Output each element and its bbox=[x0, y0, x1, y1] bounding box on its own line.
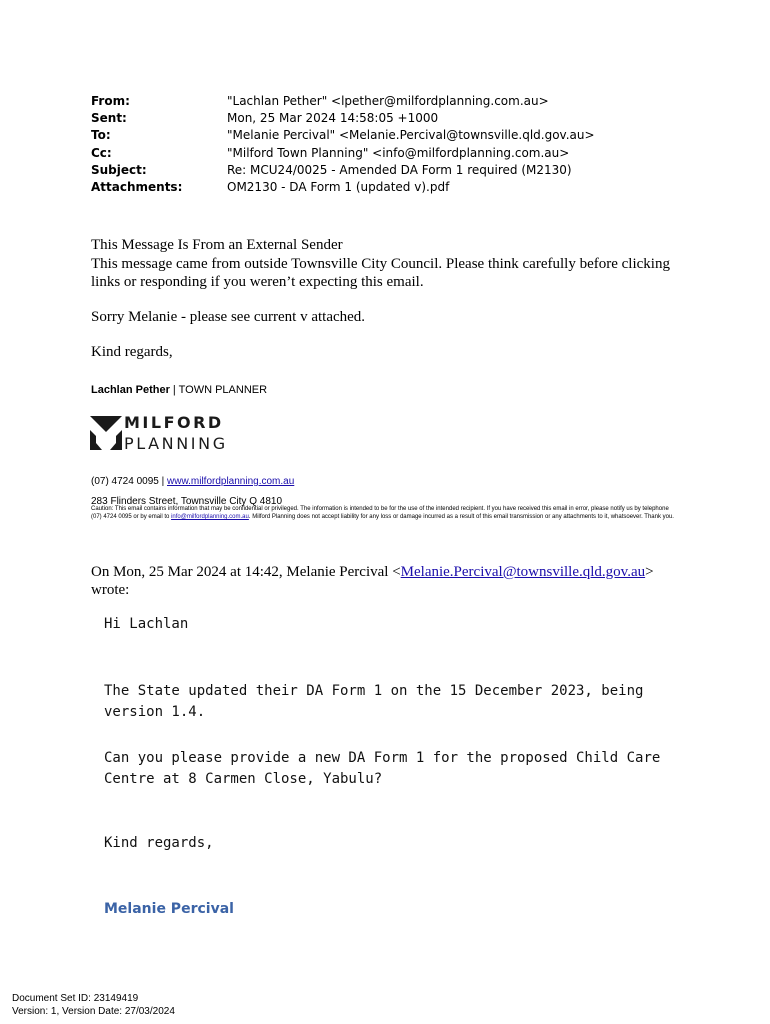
caution-email-link[interactable]: info@milfordplanning.com.au bbox=[171, 514, 249, 520]
header-label: To: bbox=[91, 128, 111, 143]
external-notice-title: This Message Is From an External Sender bbox=[91, 237, 343, 253]
reply-closing: Kind regards, bbox=[91, 344, 173, 360]
caution-text: Caution: This email contains information that may be confidential or privileged. The information is intended to be for the use of the intended recipient. If you have received this email in error, please notify us by telephone (07) 4724 0095 or by email to bbox=[91, 506, 669, 520]
header-row-cc bbox=[91, 145, 595, 162]
header-row-sent bbox=[91, 110, 595, 127]
document-version: Version: 1, Version Date: 27/03/2024 bbox=[12, 1006, 175, 1017]
external-notice-body: This message came from outside Townsville City Council. Please think carefully before clicking links or responding if you weren’t expecting this email. bbox=[91, 255, 670, 290]
signature-contact bbox=[91, 475, 294, 509]
logo-text-milford: MILFORD bbox=[124, 413, 224, 432]
quoted-closing: Kind regards, bbox=[104, 835, 214, 851]
header-row-from bbox=[91, 93, 595, 110]
header-value: "Milford Town Planning" <info@milfordplanning.com.au> bbox=[227, 145, 570, 160]
attachment-name[interactable]: OM2130 - DA Form 1 (updated v).pdf bbox=[227, 180, 450, 195]
contact-line bbox=[91, 475, 294, 489]
email-header bbox=[91, 93, 595, 196]
signature-role: TOWN PLANNER bbox=[178, 384, 268, 396]
caution-text-end: . Milford Planning does not accept liability for any loss or damage incurred as a result of this email transmission or any attachments to it, whatsoever. Thank you. bbox=[248, 514, 674, 520]
header-label: Cc: bbox=[91, 145, 112, 160]
document-set-id: Document Set ID: 23149419 bbox=[12, 993, 139, 1004]
signature-line bbox=[91, 384, 267, 396]
header-value: Re: MCU24/0025 - Amended DA Form 1 required (M2130) bbox=[227, 162, 572, 177]
header-row-attachments bbox=[91, 179, 595, 196]
quoted-paragraph-1: The State updated their DA Form 1 on the 15 December 2023, being version 1.4. bbox=[104, 683, 644, 720]
header-label: Subject: bbox=[91, 162, 147, 177]
quoted-greeting: Hi Lachlan bbox=[104, 616, 189, 632]
phone-number: (07) 4724 0095 bbox=[91, 476, 159, 487]
document-footer bbox=[12, 992, 175, 1018]
header-value: Mon, 25 Mar 2024 14:58:05 +1000 bbox=[227, 111, 439, 126]
quoted-intro bbox=[91, 564, 681, 599]
logo-text-planning: PLANNING bbox=[124, 434, 228, 453]
milford-planning-logo bbox=[90, 414, 242, 454]
header-label: Attachments: bbox=[91, 180, 183, 195]
quoted-intro-text: On Mon, 25 Mar 2024 at 14:42, Melanie Percival < bbox=[91, 564, 401, 580]
quoted-paragraph-2: Can you please provide a new DA Form 1 for the proposed Child Care Centre at 8 Carmen Close, Yabulu? bbox=[104, 750, 661, 787]
reply-message: Sorry Melanie - please see current v attached. bbox=[91, 309, 366, 325]
header-value: "Melanie Percival" <Melanie.Percival@townsville.qld.gov.au> bbox=[227, 128, 595, 143]
header-label: Sent: bbox=[91, 111, 127, 126]
contact-separator: | bbox=[158, 476, 167, 487]
signature-separator: | bbox=[169, 384, 179, 396]
header-label: From: bbox=[91, 94, 130, 108]
address: 283 Flinders Street, Townsville City Q 4810 bbox=[91, 496, 283, 507]
milford-chevron-icon bbox=[90, 414, 122, 452]
website-link[interactable]: www.milfordplanning.com.au bbox=[167, 476, 295, 487]
header-row-subject bbox=[91, 162, 595, 179]
external-sender-notice bbox=[91, 236, 691, 292]
quoted-sender-name: Melanie Percival bbox=[104, 901, 234, 917]
header-row-to bbox=[91, 127, 595, 144]
quoted-sender-email-link[interactable]: Melanie.Percival@townsville.qld.gov.au bbox=[400, 564, 646, 580]
caution-disclaimer bbox=[91, 505, 681, 521]
signature-name: Lachlan Pether bbox=[91, 384, 170, 396]
quoted-intro-end: > wrote: bbox=[91, 564, 654, 598]
header-value: "Lachlan Pether" <lpether@milfordplanning.com.au> bbox=[227, 94, 549, 108]
